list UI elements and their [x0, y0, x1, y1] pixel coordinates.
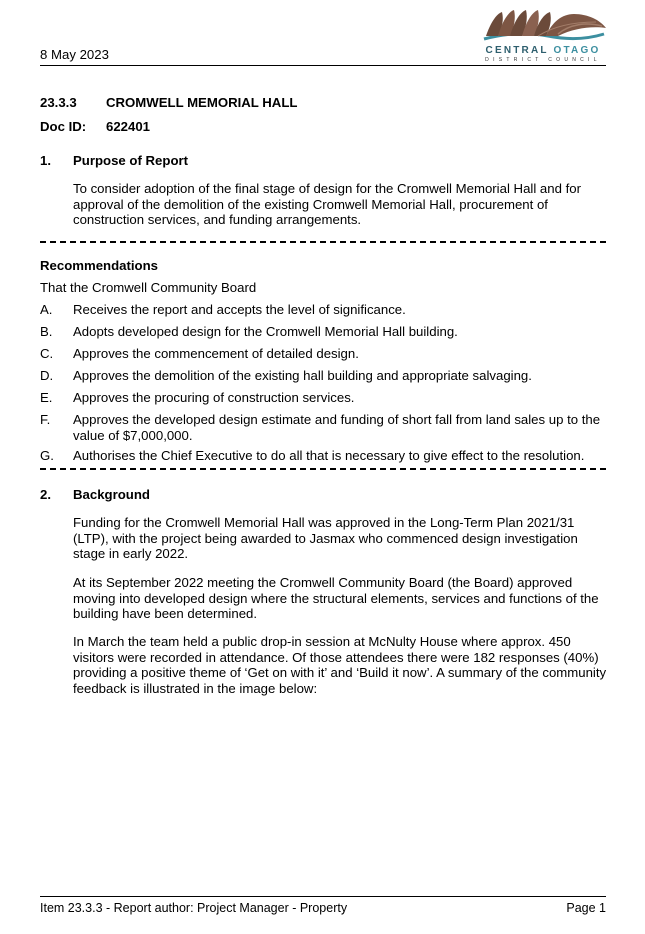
doc-id-value: 622401 — [106, 119, 151, 134]
recommendation-letter: E. — [40, 390, 53, 405]
dashed-divider-top — [40, 241, 606, 243]
recommendation-letter: B. — [40, 324, 53, 339]
section-2-paragraph: In March the team held a public drop-in session at McNulty House where approx. 450 visitors were recorded in attendance. Of those attendees there were 182 responses (40%) providing a positive theme of ‘Get on with it’ and ‘Build it now’. A summary of the community feedback is illustrated in the image below: — [73, 634, 607, 696]
header-date: 8 May 2023 — [40, 47, 109, 62]
recommendation-text: Receives the report and accepts the level of significance. — [73, 302, 406, 317]
item-title-line — [40, 95, 297, 110]
recommendation-text: Adopts developed design for the Cromwell Memorial Hall building. — [73, 324, 458, 339]
recommendation-text: Approves the developed design estimate and funding of short fall from land sales up to the value of $7,000,000. — [73, 412, 601, 443]
logo-wordmark — [478, 45, 608, 56]
section-1-heading — [40, 153, 188, 168]
item-number: 23.3.3 — [40, 95, 77, 110]
recommendation-text: Approves the commencement of detailed design. — [73, 346, 359, 361]
recommendation-letter: C. — [40, 346, 54, 361]
recommendation-letter: A. — [40, 302, 53, 317]
recommendation-text: Approves the procuring of construction services. — [73, 390, 355, 405]
doc-id-line — [40, 119, 150, 134]
dashed-divider-bottom — [40, 468, 606, 470]
footer-author: Item 23.3.3 - Report author: Project Manager - Property — [40, 901, 348, 915]
header-rule — [40, 65, 606, 66]
page-number: Page 1 — [566, 901, 606, 915]
recommendation-text: Approves the demolition of the existing hall building and appropriate salvaging. — [73, 368, 532, 383]
doc-id-label: Doc ID: — [40, 119, 87, 134]
hills-logo-icon — [478, 6, 608, 46]
section-1-title: Purpose of Report — [73, 153, 189, 168]
section-1-text: To consider adoption of the final stage of design for the Cromwell Memorial Hall and for approval of the demolition of the existing Cromwell Memorial Hall, procurement of construction services, and funding arrangements. — [73, 181, 581, 227]
recommendation-letter: G. — [40, 448, 54, 463]
recommendation-letter: F. — [40, 412, 51, 427]
section-2-paragraph: At its September 2022 meeting the Cromwell Community Board (the Board) approved moving into developed design where the structural elements, services and functions of the building have been determined. — [73, 575, 599, 621]
section-2-title: Background — [73, 487, 150, 502]
section-2-number: 2. — [40, 487, 51, 502]
recommendations-heading: Recommendations — [40, 258, 158, 273]
section-2-paragraph: Funding for the Cromwell Memorial Hall was approved in the Long-Term Plan 2021/31 (LTP), with the project being awarded to Jasmax who commenced design investigation stage in early 2022. — [73, 515, 578, 561]
council-logo — [478, 6, 608, 64]
footer-rule — [40, 896, 606, 897]
logo-word-otago: OTAGO — [553, 45, 601, 56]
logo-subtitle: DISTRICT COUNCIL — [485, 57, 601, 63]
recommendation-letter: D. — [40, 368, 54, 383]
item-title: CROMWELL MEMORIAL HALL — [106, 95, 298, 110]
section-1-number: 1. — [40, 153, 51, 168]
recommendation-text: Authorises the Chief Executive to do all that is necessary to give effect to the resolution. — [73, 448, 585, 463]
section-2-heading — [40, 487, 150, 502]
recommendations-intro: That the Cromwell Community Board — [40, 280, 257, 295]
logo-word-central: CENTRAL — [485, 45, 549, 56]
